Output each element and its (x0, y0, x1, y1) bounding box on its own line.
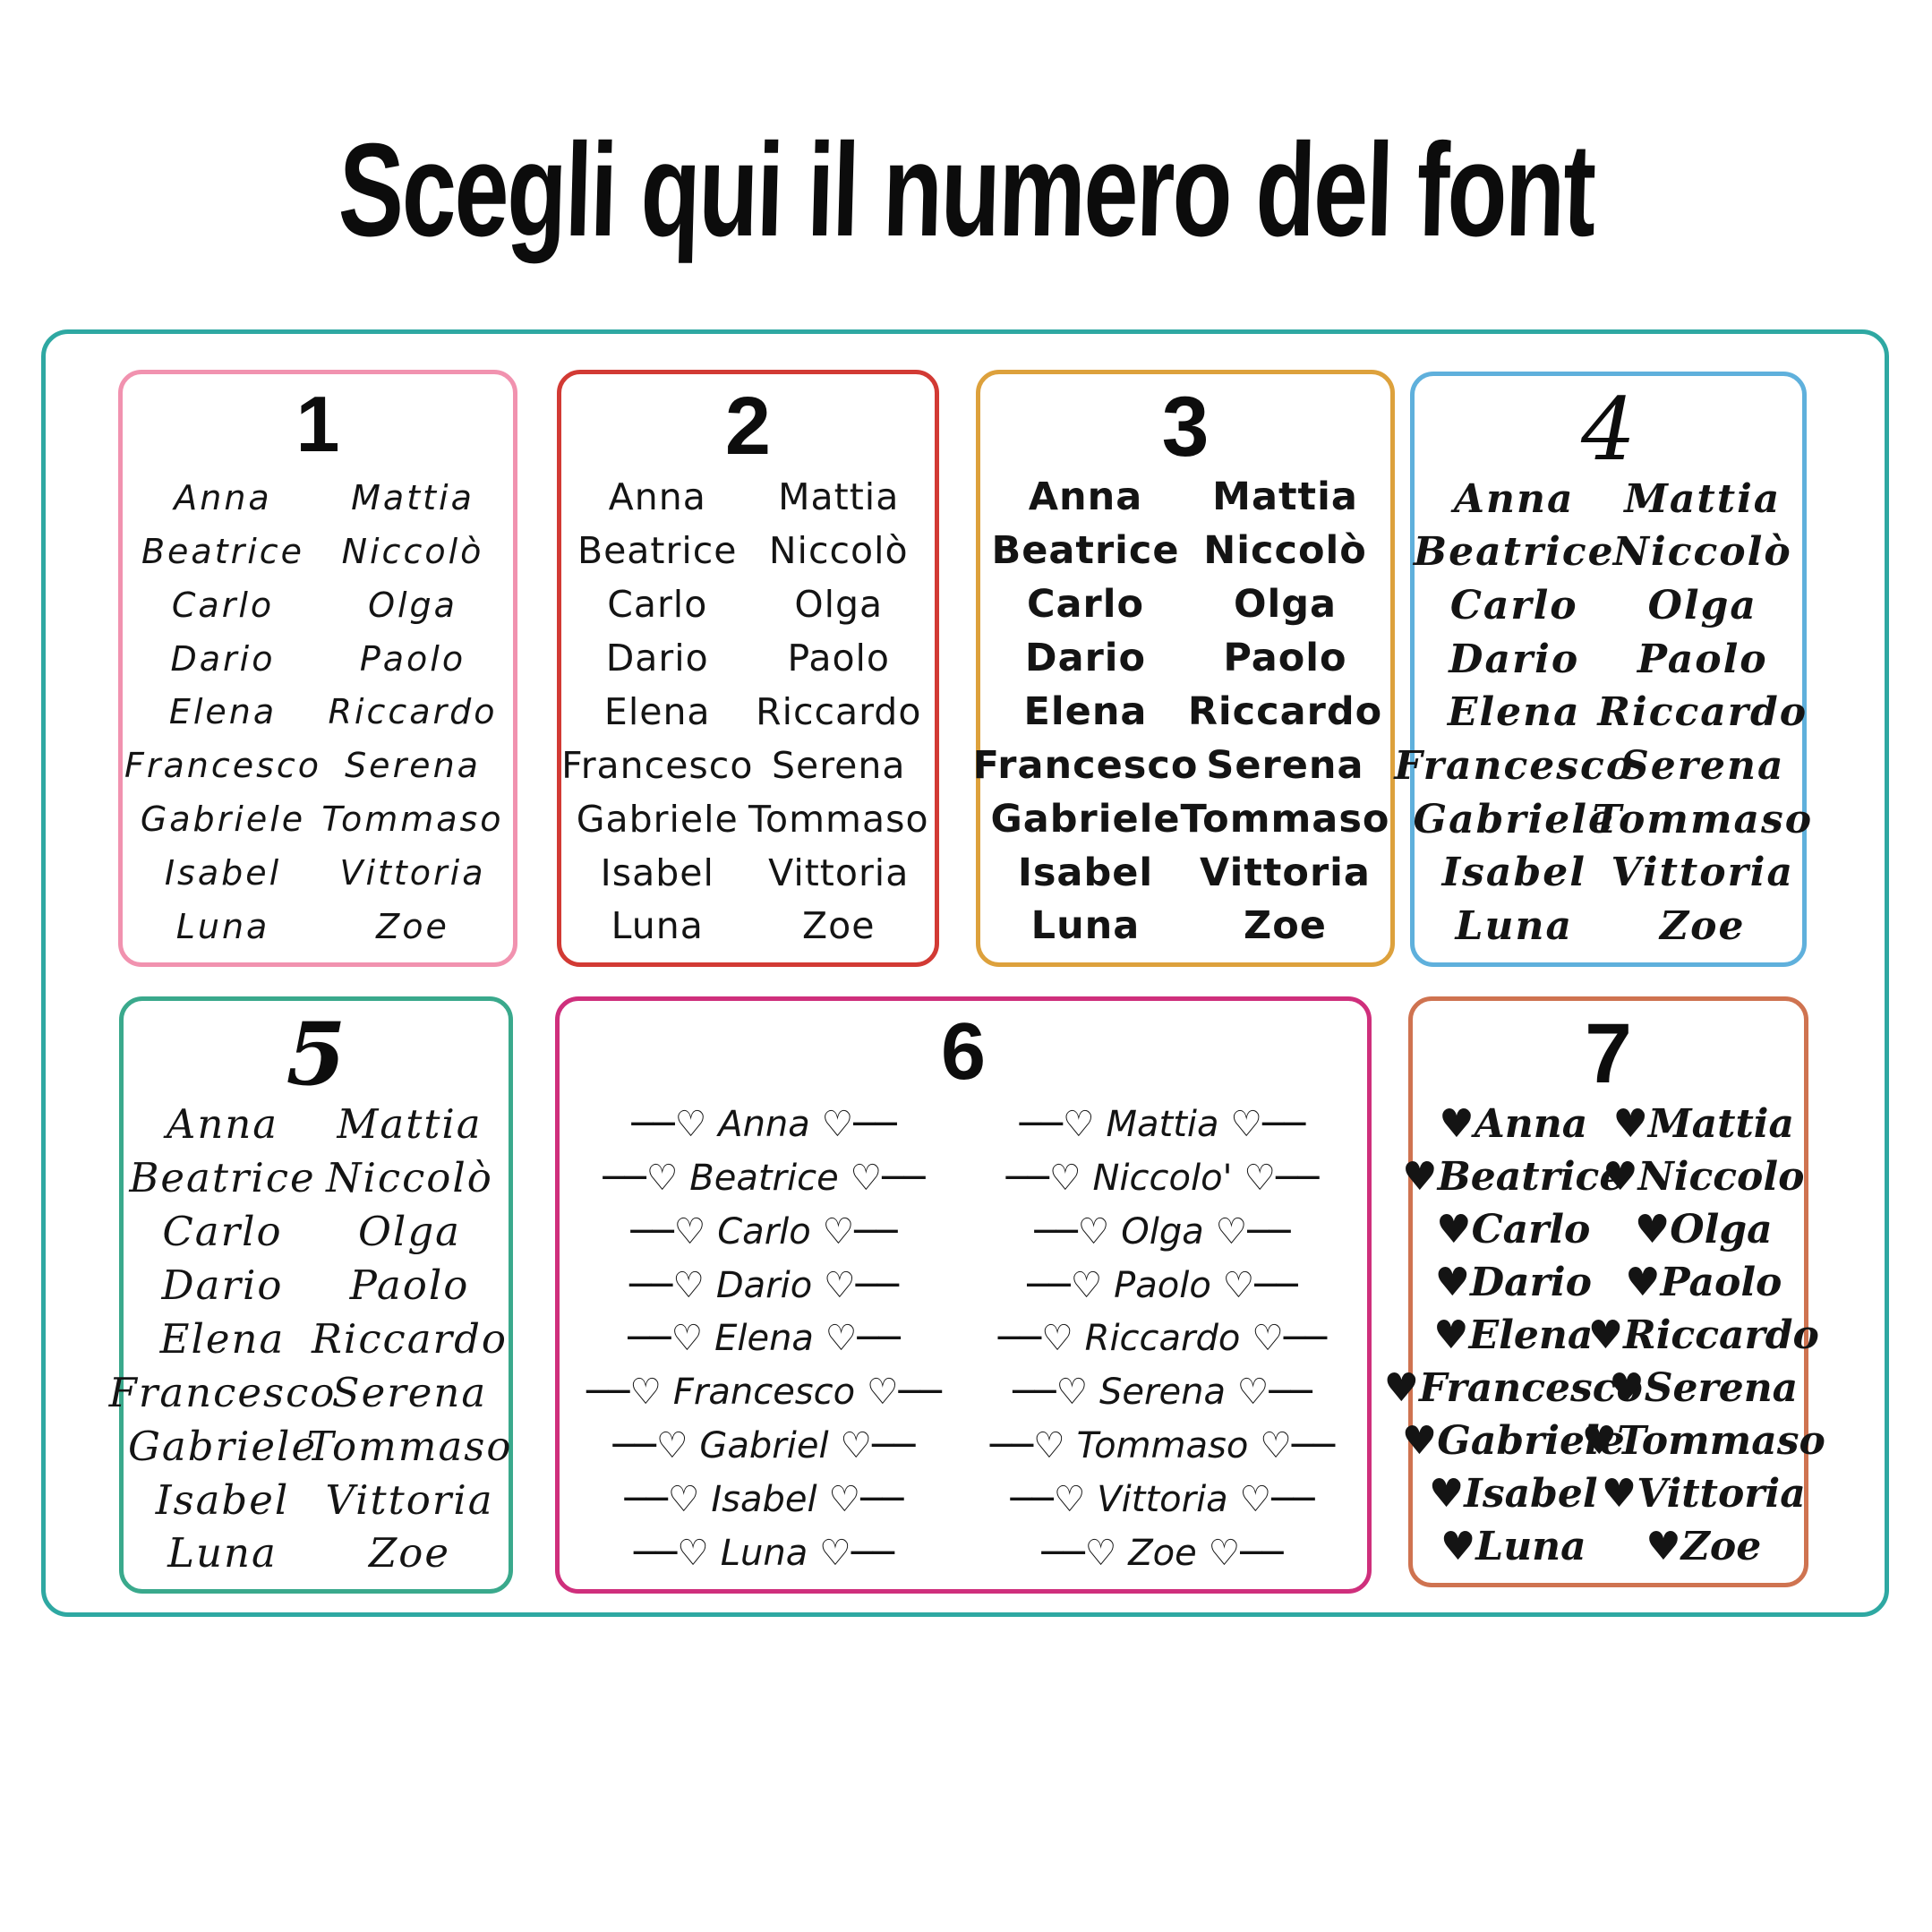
font-sample-name: ♥Anna (1439, 1100, 1588, 1147)
font-sample-name: Luna (611, 904, 704, 948)
font-sample-name: Isabel (155, 1475, 290, 1524)
font-sample-name: Vittoria (339, 853, 486, 893)
font-sample-name: Isabel (600, 851, 714, 894)
font-sample-name: Niccolò (326, 1154, 493, 1202)
font-sample-name: Olga (1647, 583, 1757, 629)
names-column-right (306, 1098, 513, 1580)
names-column-left (561, 471, 754, 953)
names-column-left (972, 471, 1199, 953)
font-sample-name: ♥Vittoria (1601, 1471, 1806, 1517)
font-sample-name: Beatrice (577, 529, 738, 573)
font-sample-name: Olga (358, 1208, 461, 1256)
font-sample-name: ♥Tommaso (1581, 1418, 1825, 1465)
font-sample-name: Carlo (1026, 582, 1145, 628)
font-sample-name: Elena (159, 1314, 286, 1363)
font-sample-name: ♥Zoe (1646, 1524, 1762, 1570)
font-sample-name: Carlo (171, 585, 275, 625)
font-sample-name: Francesco (124, 746, 322, 786)
font-sample-name: ♥Francesco (1383, 1365, 1643, 1412)
font-sample-name: ──♡ Paolo ♡── (1027, 1264, 1298, 1306)
font-sample-name: ──♡ Dario ♡── (629, 1264, 899, 1306)
font-sample-name: ──♡ Beatrice ♡── (603, 1157, 926, 1199)
font-sample-name: Isabel (1017, 850, 1154, 895)
names-column-left (565, 1098, 963, 1580)
font-sample-name: Francesco (108, 1368, 337, 1416)
font-sample-name: Tommaso (306, 1422, 513, 1470)
font-sample-name: Niccolò (1612, 529, 1792, 576)
font-sample-name: Gabriele (990, 796, 1181, 842)
font-sample-name: ──♡ Vittoria ♡── (1010, 1479, 1315, 1521)
font-sample-name: Elena (168, 692, 278, 732)
font-sample-name: Olga (368, 585, 457, 625)
font-sample-name: ──♡ Riccardo ♡── (997, 1318, 1328, 1360)
font-sample-name: Paolo (349, 1261, 470, 1310)
names-column-left (1394, 473, 1635, 953)
font-sample-name: ──♡ Anna ♡── (631, 1103, 897, 1145)
font-sample-name: Riccardo (1597, 689, 1808, 736)
font-sample-name: Tommaso (1180, 796, 1390, 842)
names-column-left (1383, 1098, 1643, 1574)
font-sample-name: Beatrice (1413, 529, 1615, 576)
font-number: 1 (295, 380, 340, 468)
font-sample-name: ──♡ Carlo ♡── (630, 1210, 898, 1252)
font-sample-name: Niccolò (1203, 528, 1367, 574)
font-sample-name: Serena (345, 746, 481, 786)
font-sample-name: ♥Isabel (1428, 1471, 1598, 1517)
font-sample-name: Olga (794, 583, 884, 627)
font-sample-name: ♥Serena (1609, 1365, 1799, 1412)
font-sample-name: Serena (1620, 743, 1785, 790)
names-column-left (108, 1098, 337, 1580)
font-sample-name: Tommaso (321, 799, 504, 840)
font-sample-name: Beatrice (141, 531, 305, 571)
font-box-6 (555, 996, 1372, 1594)
font-sample-name: ♥Riccardo (1587, 1312, 1819, 1358)
font-sample-name: Serena (1206, 742, 1364, 788)
font-sample-name: ──♡ Gabriel ♡── (612, 1425, 916, 1467)
font-sample-name: ♥Olga (1634, 1206, 1773, 1252)
font-sample-name: ♥Elena (1433, 1312, 1594, 1358)
font-sample-name: Gabriele (127, 1422, 318, 1470)
font-sample-name: Vittoria (1200, 850, 1371, 895)
font-sample-name: Gabriele (1413, 796, 1615, 842)
names-column-right (318, 471, 508, 953)
font-sample-name: ♥Luna (1440, 1524, 1586, 1570)
font-sample-name: Anna (174, 477, 272, 517)
names-column-right (1581, 1098, 1825, 1574)
font-sample-name: Riccardo (756, 689, 922, 733)
font-sample-name: Vittoria (1611, 850, 1794, 896)
font-sample-name: Riccardo (312, 1314, 508, 1363)
font-sample-name: Olga (1233, 582, 1338, 628)
font-sample-name: Mattia (1212, 474, 1358, 520)
font-sample-name: ♥Carlo (1436, 1206, 1591, 1252)
font-sample-name: Gabriele (576, 797, 739, 841)
font-sample-name: ──♡ Tommaso ♡── (989, 1425, 1336, 1467)
font-sample-name: Dario (1449, 636, 1580, 682)
names-column-right (1180, 471, 1390, 953)
font-sample-name: Anna (1453, 475, 1575, 522)
name-columns (561, 471, 935, 962)
font-sample-name: Luna (167, 1529, 278, 1577)
font-box-1 (118, 370, 517, 967)
font-sample-name: Mattia (337, 1100, 483, 1149)
font-sample-name: ──♡ Niccolo' ♡── (1005, 1157, 1320, 1199)
font-sample-name: Anna (166, 1100, 279, 1149)
name-columns (108, 1098, 513, 1589)
font-sample-name: Luna (1455, 903, 1573, 950)
font-sample-name: Isabel (1441, 850, 1586, 896)
font-sample-name: ──♡ Francesco ♡── (586, 1372, 942, 1414)
font-sample-name: Zoe (376, 906, 449, 946)
name-columns (560, 1098, 1367, 1589)
names-column-right (963, 1098, 1362, 1580)
font-number: 3 (1161, 380, 1210, 474)
font-sample-name: Zoe (369, 1529, 450, 1577)
font-sample-name: Beatrice (991, 528, 1180, 574)
font-sample-name: Riccardo (1187, 688, 1383, 734)
font-sample-name: Niccolò (768, 529, 909, 573)
font-sample-name: Niccolò (341, 531, 484, 571)
font-sample-name: Elena (1447, 689, 1581, 736)
font-sample-name: ──♡ Luna ♡── (634, 1532, 894, 1574)
font-sample-name: Elena (603, 689, 711, 733)
font-sample-name: Paolo (1223, 636, 1347, 681)
font-sample-name: Mattia (351, 477, 474, 517)
font-sample-name: Mattia (778, 475, 900, 519)
font-sample-name: Carlo (162, 1208, 283, 1256)
font-sample-name: Isabel (164, 853, 282, 893)
font-sample-name: Anna (1028, 474, 1143, 520)
font-sample-name: ♥Paolo (1625, 1259, 1782, 1305)
font-sample-name: Carlo (1449, 583, 1578, 629)
names-column-right (1592, 473, 1814, 953)
font-sample-name: Dario (170, 638, 276, 679)
font-number: 6 (940, 1007, 987, 1097)
font-sample-name: Francesco (972, 742, 1199, 788)
font-number: 5 (286, 1004, 346, 1105)
font-sample-name: Carlo (607, 583, 708, 627)
font-sample-name: Zoe (1244, 903, 1327, 949)
name-columns (123, 471, 513, 962)
font-sample-name: Paolo (787, 637, 891, 680)
font-sample-name: ♥Mattia (1612, 1100, 1795, 1147)
font-sample-name: Beatrice (129, 1154, 316, 1202)
font-sample-name: Zoe (802, 904, 876, 948)
name-columns (972, 471, 1390, 962)
page-title: Scegli qui il numero del font (336, 116, 1596, 264)
font-number: 4 (1580, 380, 1637, 480)
font-sample-name: ♥Dario (1434, 1259, 1592, 1305)
font-sample-name: Paolo (1637, 636, 1768, 682)
font-sample-name: Vittoria (768, 851, 910, 894)
font-sample-name: Tommaso (748, 797, 929, 841)
font-sample-name: ♥Beatrice (1402, 1153, 1625, 1200)
font-sample-name: Mattia (1624, 475, 1782, 522)
font-box-7 (1383, 996, 1825, 1587)
font-sample-name: ♥Gabriele (1401, 1418, 1625, 1465)
font-sample-name: Gabriele (140, 799, 306, 840)
font-sample-name: ──♡ Serena ♡── (1013, 1372, 1312, 1414)
font-sample-name: Dario (1024, 636, 1147, 681)
font-sample-name: Dario (161, 1261, 284, 1310)
font-number: 7 (1585, 1006, 1632, 1101)
font-sample-name: Tommaso (1592, 796, 1814, 842)
font-box-2 (557, 370, 939, 967)
font-sample-name: ──♡ Olga ♡── (1034, 1210, 1291, 1252)
font-sample-name: Paolo (359, 638, 466, 679)
font-number: 2 (724, 380, 772, 472)
font-sample-name: Luna (175, 906, 270, 946)
font-sample-name: Francesco (561, 743, 754, 787)
names-column-right (748, 471, 930, 953)
font-sample-name: Luna (1030, 903, 1141, 949)
font-box-3 (972, 370, 1395, 967)
font-sample-name: ♥Niccolo (1603, 1153, 1805, 1200)
font-sample-name: Riccardo (328, 692, 498, 732)
name-columns (1383, 1098, 1825, 1583)
font-sample-name: Francesco (1394, 743, 1635, 790)
font-sample-name: ──♡ Elena ♡── (628, 1318, 901, 1360)
font-sample-name: Elena (1023, 688, 1148, 734)
names-column-left (124, 471, 322, 953)
name-columns (1394, 473, 1814, 962)
font-sample-name: ──♡ Mattia ♡── (1019, 1103, 1306, 1145)
font-sample-name: ──♡ Isabel ♡── (624, 1479, 904, 1521)
font-sample-name: Serena (331, 1368, 488, 1416)
font-sample-name: Anna (608, 475, 706, 519)
font-sample-name: Vittoria (325, 1475, 494, 1524)
font-box-5 (108, 996, 513, 1594)
font-sample-name: Serena (771, 743, 906, 787)
font-box-4 (1394, 372, 1814, 967)
font-sample-name: ──♡ Zoe ♡── (1041, 1532, 1284, 1574)
font-sample-name: Dario (605, 637, 709, 680)
font-sample-name: Zoe (1660, 903, 1746, 950)
font-chart-container (41, 329, 1889, 1617)
page-header (0, 115, 1932, 267)
